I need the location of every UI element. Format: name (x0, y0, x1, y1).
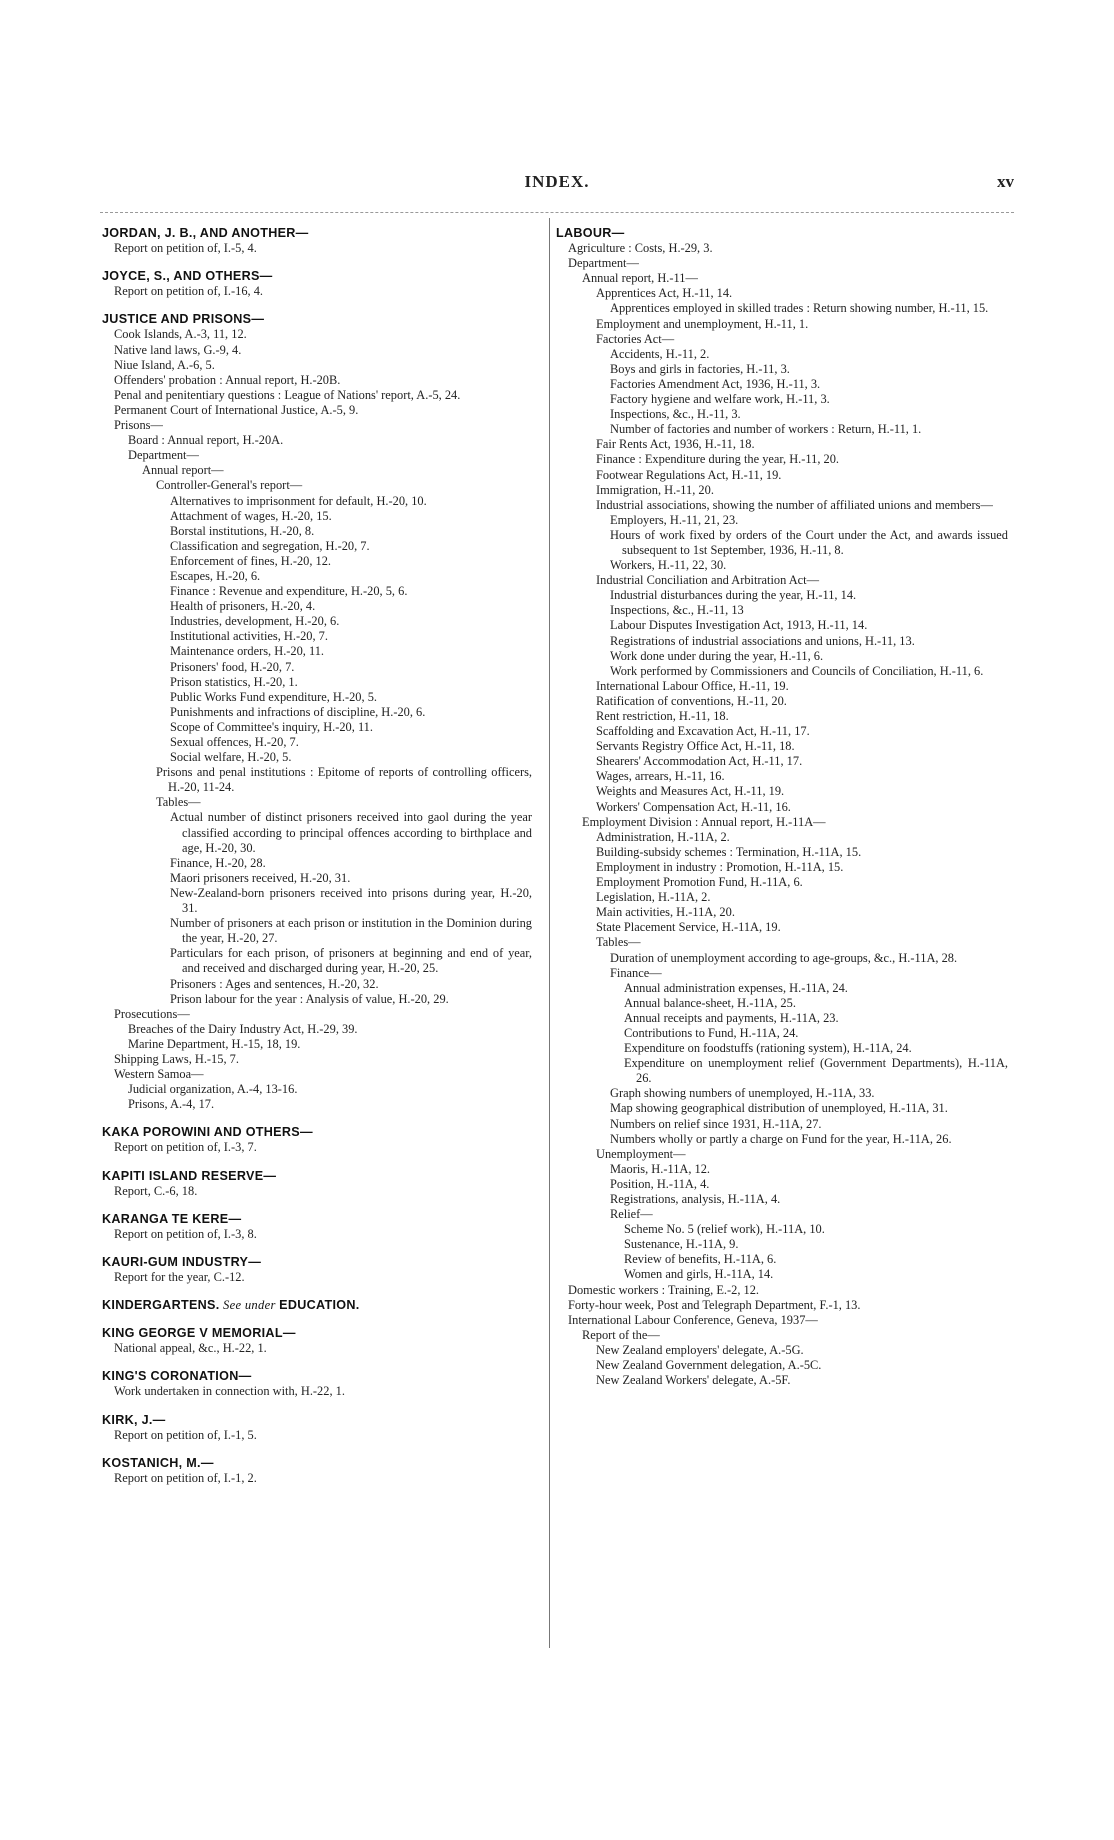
index-entry: Annual report— (142, 463, 224, 478)
index-heading (102, 269, 532, 284)
index-entry: Penal and penitentiary questions : League of Nations' report, A.-5, 24. (114, 387, 461, 402)
index-entry: International Labour Conference, Geneva, 1937— (568, 1312, 818, 1327)
index-entry: Employment in industry : Promotion, H.-11A, 15. (596, 859, 844, 874)
index-entry: Report on petition of, I.-1, 5. (114, 1427, 257, 1442)
index-entry: Number of prisoners at each prison or institution in the Dominion during the year, H.-20, 27. (170, 916, 532, 946)
page-title: INDEX. (524, 172, 590, 191)
index-entry: Native land laws, G.-9, 4. (114, 342, 242, 357)
index-entry: Alternatives to imprisonment for default, H.-20, 10. (170, 493, 427, 508)
index-entry: Position, H.-11A, 4. (610, 1176, 710, 1191)
index-section (102, 1326, 532, 1356)
index-entry: Review of benefits, H.-11A, 6. (624, 1252, 777, 1267)
index-entry: Expenditure on foodstuffs (rationing system), H.-11A, 24. (624, 1041, 912, 1056)
index-entry: Breaches of the Dairy Industry Act, H.-29, 39. (128, 1021, 358, 1036)
index-entry: Report of the— (582, 1327, 660, 1342)
index-heading (102, 1413, 532, 1428)
index-section (102, 1255, 532, 1285)
index-heading-text: KARANGA TE KERE— (102, 1211, 242, 1226)
index-section (102, 1125, 532, 1155)
index-entry: State Placement Service, H.-11A, 19. (596, 920, 781, 935)
index-entry: Scaffolding and Excavation Act, H.-11, 17. (596, 724, 810, 739)
index-entry: Department— (568, 256, 639, 271)
index-heading (102, 226, 532, 241)
index-entry: Footwear Regulations Act, H.-11, 19. (596, 467, 782, 482)
index-entry: Registrations, analysis, H.-11A, 4. (610, 1192, 781, 1206)
index-entry: Main activities, H.-11A, 20. (596, 905, 735, 920)
index-entry: Administration, H.-11A, 2. (596, 829, 730, 844)
index-entry: Report for the year, C.-12. (114, 1270, 245, 1284)
index-section (102, 1212, 532, 1242)
index-section (102, 226, 532, 256)
index-entry: Women and girls, H.-11A, 14. (624, 1267, 774, 1282)
index-entry: Industrial associations, showing the number of affiliated unions and members— (596, 497, 993, 512)
index-entry: Report on petition of, I.-3, 8. (114, 1226, 257, 1241)
index-entry: Industrial Conciliation and Arbitration Act— (596, 573, 819, 588)
index-entry: Institutional activities, H.-20, 7. (170, 629, 328, 644)
index-entry: Workers' Compensation Act, H.-11, 16. (596, 799, 791, 814)
index-entry: Public Works Fund expenditure, H.-20, 5. (170, 689, 377, 704)
index-entry: Prisons and penal institutions : Epitome of reports of controlling officers, H.-20, 11-24. (156, 765, 532, 795)
index-entry: Report on petition of, I.-3, 7. (114, 1140, 257, 1155)
index-entry: Legislation, H.-11A, 2. (596, 890, 711, 905)
index-heading-text: KOSTANICH, M.— (102, 1455, 214, 1470)
index-entry: Health of prisoners, H.-20, 4. (170, 599, 316, 614)
index-entry: Permanent Court of International Justice, A.-5, 9. (114, 402, 359, 417)
column-divider (549, 218, 550, 1648)
index-heading (102, 1456, 532, 1471)
index-section (102, 1413, 532, 1443)
index-entry: New-Zealand-born prisoners received into prisons during year, H.-20, 31. (170, 885, 532, 916)
index-entry: Map showing geographical distribution of unemployed, H.-11A, 31. (610, 1101, 948, 1116)
index-entry: Annual administration expenses, H.-11A, 24. (624, 980, 848, 995)
index-entry: Western Samoa— (114, 1067, 204, 1082)
index-section (102, 1456, 532, 1486)
index-heading-text: KING GEORGE V MEMORIAL— (102, 1326, 296, 1341)
index-entry: Rent restriction, H.-11, 18. (596, 709, 729, 723)
index-entry: Sustenance, H.-11A, 9. (624, 1237, 739, 1252)
index-heading (102, 1326, 532, 1341)
index-entry: Inspections, &c., H.-11, 3. (610, 407, 741, 422)
index-entry: Shipping Laws, H.-15, 7. (114, 1051, 239, 1066)
index-entry: Prisoners : Ages and sentences, H.-20, 32. (170, 976, 379, 991)
index-entry: Classification and segregation, H.-20, 7. (170, 538, 370, 553)
index-entry: New Zealand employers' delegate, A.-5G. (596, 1342, 804, 1357)
index-entry: New Zealand Workers' delegate, A.-5F. (596, 1373, 791, 1388)
index-entry: Niue Island, A.-6, 5. (114, 357, 215, 372)
index-entry: Punishments and infractions of discipline, H.-20, 6. (170, 704, 426, 719)
index-section (556, 226, 1008, 1388)
index-entry: Agriculture : Costs, H.-29, 3. (568, 241, 713, 256)
index-entry: National appeal, &c., H.-22, 1. (114, 1341, 267, 1356)
index-entry: New Zealand Government delegation, A.-5C. (596, 1358, 822, 1373)
index-entry: Prisoners' food, H.-20, 7. (170, 659, 295, 674)
index-entry: Escapes, H.-20, 6. (170, 568, 261, 583)
index-entry: Factory hygiene and welfare work, H.-11, 3. (610, 392, 830, 407)
index-entry: Factories Amendment Act, 1936, H.-11, 3. (610, 376, 821, 391)
index-entry: Report on petition of, I.-5, 4. (114, 241, 257, 256)
index-section (102, 1369, 532, 1399)
index-section (102, 312, 532, 1112)
index-entry: Apprentices Act, H.-11, 14. (596, 286, 733, 301)
index-heading-text: LABOUR— (556, 226, 625, 240)
index-entry: Immigration, H.-11, 20. (596, 482, 714, 497)
index-entry: Duration of unemployment according to age-groups, &c., H.-11A, 28. (610, 950, 958, 965)
index-entry: Prosecutions— (114, 1006, 190, 1021)
see-target-text: EDUCATION. (279, 1298, 360, 1313)
index-entry: Annual receipts and payments, H.-11A, 23. (624, 1010, 839, 1025)
index-entry: Workers, H.-11, 22, 30. (610, 558, 727, 573)
index-entry: Social welfare, H.-20, 5. (170, 750, 292, 765)
page-number: xv (997, 172, 1014, 191)
see-under-text: See under (219, 1298, 280, 1313)
index-entry: Tables— (156, 795, 201, 810)
index-entry: Annual report, H.-11— (582, 271, 698, 286)
index-heading (102, 1212, 532, 1227)
index-heading-text: KAKA POROWINI AND OTHERS— (102, 1125, 313, 1140)
index-entry: Employment Promotion Fund, H.-11A, 6. (596, 875, 803, 890)
index-entry: Employment and unemployment, H.-11, 1. (596, 316, 809, 331)
index-entry: Fair Rents Act, 1936, H.-11, 18. (596, 437, 755, 452)
index-entry: Finance : Expenditure during the year, H.-11, 20. (596, 452, 840, 467)
index-entry: Unemployment— (596, 1146, 686, 1161)
index-heading (102, 312, 532, 327)
index-entry: Shearers' Accommodation Act, H.-11, 17. (596, 754, 803, 769)
index-entry: Ratification of conventions, H.-11, 20. (596, 693, 787, 708)
index-entry: Expenditure on unemployment relief (Government Departments), H.-11A, 26. (624, 1056, 1008, 1086)
index-entry: Employment Division : Annual report, H.-11A— (582, 814, 826, 829)
index-entry: Boys and girls in factories, H.-11, 3. (610, 361, 790, 376)
index-heading (556, 226, 1008, 241)
index-entry: Number of factories and number of workers : Return, H.-11, 1. (610, 422, 922, 437)
index-entry: Factories Act— (596, 331, 675, 346)
index-section (102, 1169, 532, 1199)
index-entry: Department— (128, 448, 199, 463)
index-entry: Board : Annual report, H.-20A. (128, 433, 284, 448)
index-section (102, 269, 532, 299)
index-heading (102, 1125, 532, 1140)
index-entry: Apprentices employed in skilled trades : Return showing number, H.-11, 15. (610, 301, 989, 316)
index-entry: Work undertaken in connection with, H.-22, 1. (114, 1384, 345, 1399)
page-header (0, 172, 1114, 196)
index-heading-text: JUSTICE AND PRISONS— (102, 312, 265, 327)
index-entry: Labour Disputes Investigation Act, 1913, H.-11, 14. (610, 618, 868, 633)
index-entry: Sexual offences, H.-20, 7. (170, 735, 299, 749)
index-entry: Scheme No. 5 (relief work), H.-11A, 10. (624, 1222, 825, 1237)
index-entry: Accidents, H.-11, 2. (610, 346, 710, 361)
index-entry: Borstal institutions, H.-20, 8. (170, 523, 315, 538)
index-entry: Report on petition of, I.-16, 4. (114, 284, 264, 299)
index-entry: Employers, H.-11, 21, 23. (610, 512, 739, 527)
index-entry: Forty-hour week, Post and Telegraph Department, F.-1, 13. (568, 1297, 861, 1312)
index-entry: Maintenance orders, H.-20, 11. (170, 644, 325, 659)
index-entry: Actual number of distinct prisoners received into gaol during the year classified according to principal offences according to birthplace and age, H.-20, 30. (170, 810, 532, 855)
index-entry: Registrations of industrial associations and unions, H.-11, 13. (610, 633, 915, 648)
index-entry: Numbers wholly or partly a charge on Fund for the year, H.-11A, 26. (610, 1131, 952, 1146)
index-entry: Attachment of wages, H.-20, 15. (170, 508, 332, 523)
index-entry: Graph showing numbers of unemployed, H.-11A, 33. (610, 1086, 875, 1101)
index-entry: Inspections, &c., H.-11, 13 (610, 603, 744, 618)
index-entry: Finance : Revenue and expenditure, H.-20, 5, 6. (170, 584, 408, 599)
index-entry: Industrial disturbances during the year, H.-11, 14. (610, 588, 857, 603)
index-entry: Hours of work fixed by orders of the Court under the Act, and awards issued subsequent to 1st September, 1936, H.-11, 8. (610, 527, 1008, 557)
index-entry: Prisons— (114, 418, 163, 433)
index-entry: Marine Department, H.-15, 18, 19. (128, 1036, 301, 1051)
index-entry: Finance— (610, 965, 662, 980)
index-heading-text: JOYCE, S., AND OTHERS— (102, 269, 273, 284)
index-entry: Prison statistics, H.-20, 1. (170, 674, 298, 689)
index-entry: Controller-General's report— (156, 478, 303, 493)
index-entry: Cook Islands, A.-3, 11, 12. (114, 327, 247, 342)
index-entry: Relief— (610, 1207, 653, 1222)
index-entry: Finance, H.-20, 28. (170, 855, 266, 870)
index-heading-text: KIRK, J.— (102, 1412, 166, 1427)
index-heading (102, 1369, 532, 1384)
index-entry: Maori prisoners received, H.-20, 31. (170, 870, 351, 885)
index-entry: Scope of Committee's inquiry, H.-20, 11. (170, 719, 373, 734)
index-entry: Maoris, H.-11A, 12. (610, 1161, 711, 1176)
index-entry: Domestic workers : Training, E.-2, 12. (568, 1282, 760, 1297)
index-entry: Prison labour for the year : Analysis of value, H.-20, 29. (170, 991, 449, 1006)
index-entry: Work done under during the year, H.-11, 6. (610, 648, 824, 663)
index-entry: Offenders' probation : Annual report, H.-20B. (114, 372, 341, 387)
index-heading-text: KINDERGARTENS. (102, 1298, 220, 1313)
index-heading-text: KAURI-GUM INDUSTRY— (102, 1254, 262, 1269)
header-rule (100, 212, 1014, 213)
index-entry: Tables— (596, 935, 641, 950)
index-entry: Report, C.-6, 18. (114, 1183, 198, 1198)
index-entry: Enforcement of fines, H.-20, 12. (170, 553, 332, 568)
index-entry: Wages, arrears, H.-11, 16. (596, 769, 725, 784)
index-entry: Judicial organization, A.-4, 13-16. (128, 1082, 298, 1097)
index-heading-text: KAPITI ISLAND RESERVE— (102, 1168, 277, 1183)
index-entry: Contributions to Fund, H.-11A, 24. (624, 1025, 799, 1040)
index-heading (102, 1169, 532, 1184)
index-entry: Industries, development, H.-20, 6. (170, 614, 340, 629)
index-entry: Weights and Measures Act, H.-11, 19. (596, 784, 785, 799)
index-entry: Prisons, A.-4, 17. (128, 1097, 215, 1112)
index-entry: Annual balance-sheet, H.-11A, 25. (624, 995, 796, 1010)
index-heading (102, 1298, 532, 1313)
left-column (102, 226, 532, 1499)
index-entry: Work performed by Commissioners and Councils of Conciliation, H.-11, 6. (610, 663, 984, 678)
index-heading-text: KING'S CORONATION— (102, 1369, 252, 1384)
index-entry: International Labour Office, H.-11, 19. (596, 678, 789, 693)
index-entry: Servants Registry Office Act, H.-11, 18. (596, 739, 795, 754)
index-entry: Report on petition of, I.-1, 2. (114, 1470, 257, 1485)
index-entry: Building-subsidy schemes : Termination, H.-11A, 15. (596, 844, 862, 859)
index-heading-text: JORDAN, J. B., AND ANOTHER— (102, 226, 309, 240)
index-section (102, 1298, 532, 1313)
index-entry: Numbers on relief since 1931, H.-11A, 27. (610, 1116, 822, 1131)
index-entry: Particulars for each prison, of prisoners at beginning and end of year, and received and discharged during year, H.-20, 25. (170, 946, 532, 976)
index-heading (102, 1255, 532, 1270)
right-column (556, 226, 1008, 1401)
